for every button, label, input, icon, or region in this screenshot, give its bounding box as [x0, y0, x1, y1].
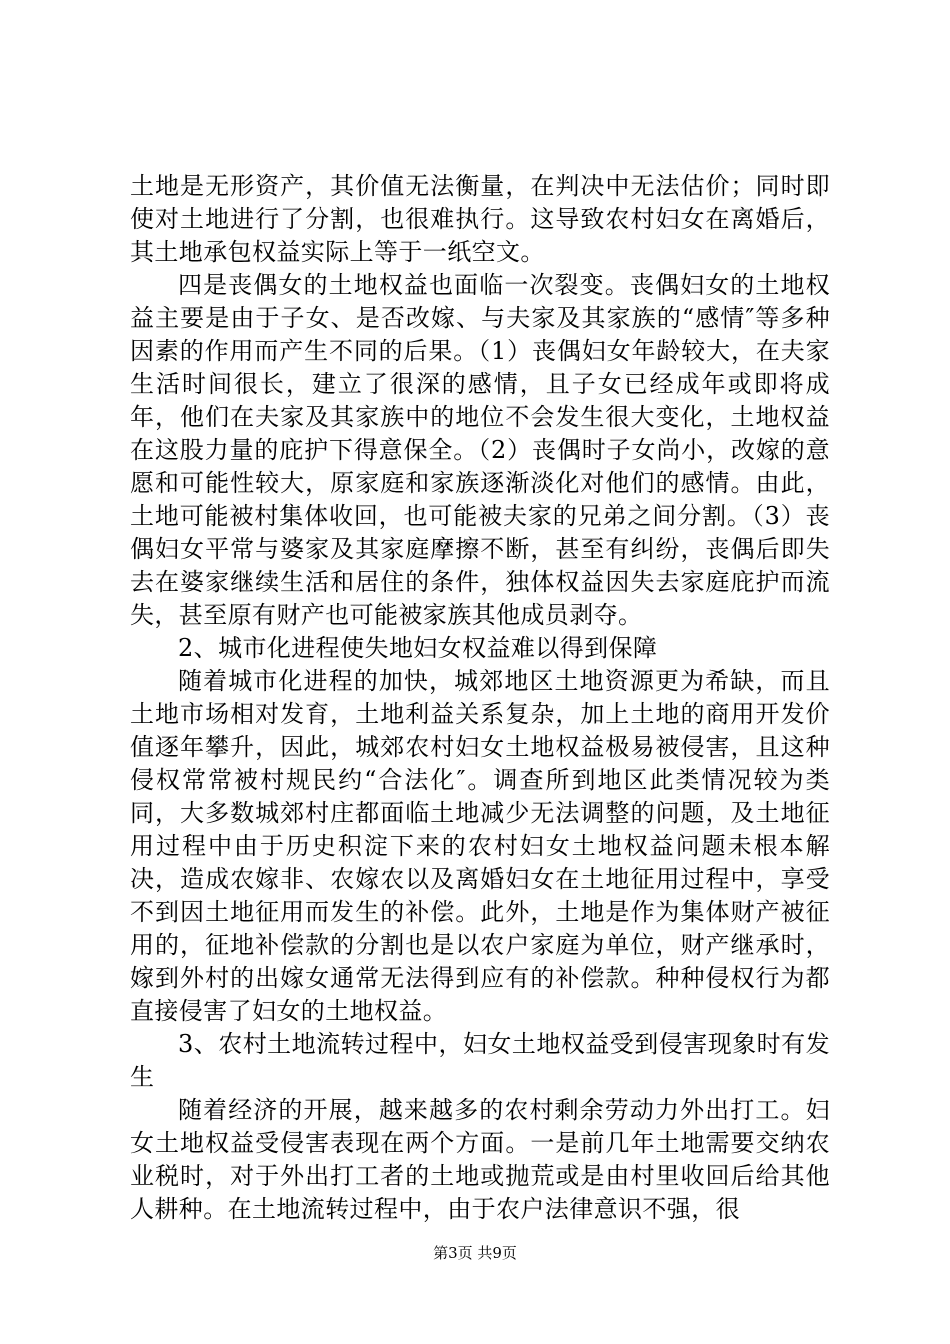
- paragraph-2: 四是丧偶女的土地权益也面临一次裂变。丧偶妇女的土地权益主要是由于子女、是否改嫁、与夫家及其家族的“感情″等多种因素的作用而产生不同的后果。（1）丧偶妇女年龄较大，在夫家生活时间很长，建立了很深的感情，且子女已经成年或即将成年，他们在夫家及其家族中的地位不会发生很大变化，土地权益在这股力量的庇护下得意保全。（2）丧偶时子女尚小，改嫁的意愿和可能性较大，原家庭和家族逐渐淡化对他们的感情。由此，土地可能被村集体收回，也可能被夫家的兄弟之间分割。（3）丧偶妇女平常与婆家及其家庭摩擦不断，甚至有纠纷，丧偶后即失去在婆家继续生活和居住的条件，独体权益因失去家庭庇护而流失，甚至原有财产也可能被家族其他成员剥夺。: [130, 271, 830, 629]
- paragraph-6: 随着经济的开展，越来越多的农村剩余劳动力外出打工。妇女土地权益受侵害表现在两个方面。一是前几年土地需要交纳农业税时，对于外出打工者的土地或抛荒或是由村里收回后给其他人耕种。在土地流转过程中，由于农户法律意识不强，很: [130, 1096, 830, 1223]
- paragraph-1: 土地是无形资产，其价值无法衡量，在判决中无法估价；同时即使对土地进行了分割，也很难执行。这导致农村妇女在离婚后，其土地承包权益实际上等于一纸空文。: [130, 172, 830, 266]
- paragraph-4: 随着城市化进程的加快，城郊地区土地资源更为希缺，而且土地市场相对发育，土地利益关系复杂，加上土地的商用开发价值逐年攀升，因此，城郊农村妇女土地权益极易被侵害，且这种侵权常常被村规民约“合法化″。调查所到地区此类情况较为类同，大多数城郊村庄都面临土地减少无法调整的问题，及土地征用过程中由于历史积淀下来的农村妇女土地权益问题未根本解决，造成农嫁非、农嫁农以及离婚妇女在土地征用过程中，享受不到因土地征用而发生的补偿。此外，土地是作为集体财产被征用的，征地补偿款的分割也是以农户家庭为单位，财产继承时，嫁到外村的出嫁女通常无法得到应有的补偿款。种种侵权行为都直接侵害了妇女的土地权益。: [130, 667, 830, 1025]
- page-number-footer: 第3页 共9页: [433, 1244, 517, 1262]
- section-heading-3: 3、农村土地流转过程中，妇女土地权益受到侵害现象时有发生: [130, 1030, 830, 1091]
- document-body: [130, 170, 830, 1226]
- section-heading-2: 2、城市化进程使失地妇女权益难以得到保障: [178, 634, 658, 662]
